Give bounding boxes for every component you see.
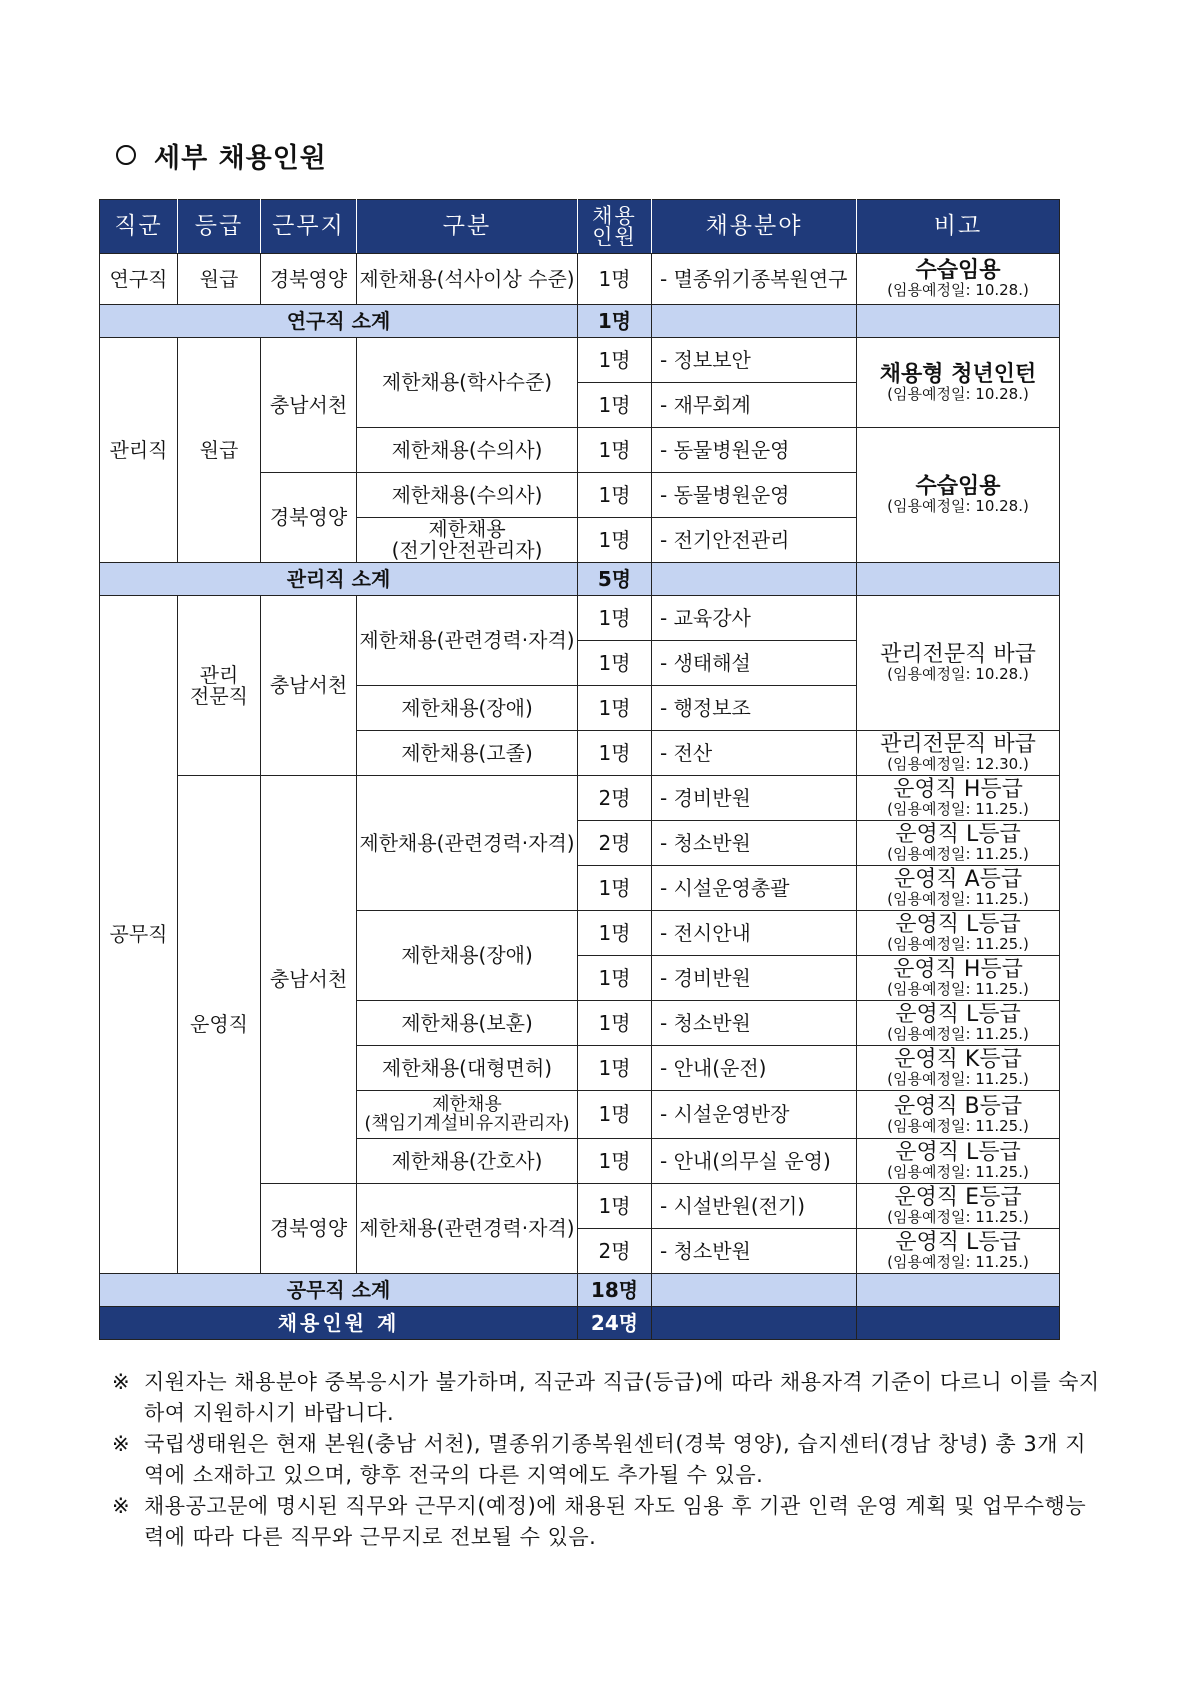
type-line: (책임기계설비유지관리자)	[364, 1112, 570, 1134]
cell-group: 관리직	[100, 338, 178, 563]
subtotal-count: 5명	[578, 563, 652, 596]
note-main: 수습임용	[915, 474, 1001, 500]
table-row	[100, 338, 1060, 383]
cell-note	[857, 1139, 1060, 1184]
cell-count: 2명	[578, 776, 652, 821]
cell-type: 제한채용(보훈)	[357, 1001, 578, 1046]
cell-grade: 원급	[178, 338, 261, 563]
circle-bullet-icon	[116, 145, 136, 165]
cell-field: - 시설운영반장	[652, 1091, 857, 1139]
note-main: 운영직 L등급	[895, 1140, 1021, 1166]
cell-count: 1명	[578, 1184, 652, 1229]
cell-count: 1명	[578, 473, 652, 518]
cell-field: - 동물병원운영	[652, 428, 857, 473]
empty-cell	[857, 1307, 1060, 1340]
cell-type: 제한채용(장애)	[357, 686, 578, 731]
table-header-row	[100, 200, 1060, 254]
cell-note	[857, 1046, 1060, 1091]
cell-field: - 안내(의무실 운영)	[652, 1139, 857, 1184]
cell-location: 경북영양	[261, 254, 357, 305]
cell-field: - 멸종위기종복원연구	[652, 254, 857, 305]
footnote	[112, 1491, 1102, 1553]
note-main: 운영직 L등급	[895, 1002, 1021, 1028]
footnotes	[112, 1367, 1102, 1553]
note-main: 운영직 A등급	[893, 867, 1023, 893]
cell-note	[857, 254, 1060, 305]
cell-note	[857, 776, 1060, 821]
heading-text: 세부 채용인원	[154, 143, 327, 174]
note-sub: (임용예정일: 10.28.)	[887, 384, 1029, 403]
cell-field: - 청소반원	[652, 1001, 857, 1046]
cell-location: 충남서천	[261, 776, 357, 1184]
reference-mark-icon: ※	[112, 1370, 131, 1394]
note-main: 채용형 청년인턴	[879, 361, 1037, 387]
header-count: 채용 인원	[578, 200, 652, 254]
cell-location: 경북영양	[261, 473, 357, 563]
note-main: 관리전문직 바급	[880, 642, 1036, 668]
recruitment-table	[99, 199, 1060, 1340]
cell-field: - 재무회계	[652, 383, 857, 428]
cell-location: 경북영양	[261, 1184, 357, 1274]
note-main: 수습임용	[915, 258, 1001, 284]
cell-type: 제한채용(수의사)	[357, 428, 578, 473]
cell-note	[857, 428, 1060, 563]
cell-note	[857, 596, 1060, 731]
grade-line: 전문직	[190, 683, 248, 708]
cell-field: - 전산	[652, 731, 857, 776]
note-main: 운영직 L등급	[895, 1230, 1021, 1256]
cell-count: 1명	[578, 338, 652, 383]
cell-note	[857, 821, 1060, 866]
footnote	[112, 1367, 1102, 1429]
footnote-text: 국립생태원은 현재 본원(충남 서천), 멸종위기종복원센터(경북 영양), 습지센터(경남 창녕) 총 3개 지역에 소재하고 있으며, 향후 전국의 다른 지역에도 추가될 수 있음.	[144, 1432, 1086, 1487]
empty-cell	[857, 1274, 1060, 1307]
cell-count: 1명	[578, 956, 652, 1001]
cell-type: 제한채용(석사이상 수준)	[357, 254, 578, 305]
empty-cell	[652, 1307, 857, 1340]
cell-note	[857, 956, 1060, 1001]
cell-count: 1명	[578, 1046, 652, 1091]
note-main: 운영직 H등급	[893, 777, 1023, 803]
cell-count: 1명	[578, 596, 652, 641]
cell-note	[857, 866, 1060, 911]
table-row	[100, 596, 1060, 641]
note-main: 관리전문직 바급	[880, 732, 1036, 758]
cell-count: 1명	[578, 686, 652, 731]
cell-type: 제한채용(관련경력·자격)	[357, 596, 578, 686]
note-main: 운영직 H등급	[893, 957, 1023, 983]
note-sub: (임용예정일: 11.25.)	[887, 935, 1029, 954]
cell-type: 제한채용(관련경력·자격)	[357, 1184, 578, 1274]
total-row	[100, 1307, 1060, 1340]
cell-type: 제한채용(대형면허)	[357, 1046, 578, 1091]
note-main: 운영직 K등급	[894, 1047, 1022, 1073]
cell-type	[357, 1091, 578, 1139]
cell-field: - 정보보안	[652, 338, 857, 383]
cell-count: 2명	[578, 821, 652, 866]
total-count: 24명	[578, 1307, 652, 1340]
note-sub: (임용예정일: 10.28.)	[887, 665, 1029, 684]
cell-field: - 생태해설	[652, 641, 857, 686]
total-label: 채용인원 계	[100, 1307, 578, 1340]
cell-field: - 안내(운전)	[652, 1046, 857, 1091]
footnote-text: 지원자는 채용분야 중복응시가 불가하며, 직군과 직급(등급)에 따라 채용자격 기준이 다르니 이를 숙지하여 지원하시기 바랍니다.	[144, 1370, 1100, 1425]
cell-count: 1명	[578, 641, 652, 686]
cell-note	[857, 1091, 1060, 1139]
cell-count: 1명	[578, 254, 652, 305]
empty-cell	[652, 1274, 857, 1307]
cell-type: 제한채용(관련경력·자격)	[357, 776, 578, 911]
cell-field: - 경비반원	[652, 956, 857, 1001]
note-sub: (임용예정일: 11.25.)	[887, 1116, 1029, 1135]
section-heading	[116, 136, 327, 175]
cell-field: - 전기안전관리	[652, 518, 857, 563]
empty-cell	[652, 305, 857, 338]
cell-field: - 경비반원	[652, 776, 857, 821]
subtotal-label: 연구직 소계	[100, 305, 578, 338]
note-sub: (임용예정일: 11.25.)	[887, 845, 1029, 864]
cell-note	[857, 1229, 1060, 1274]
cell-type: 제한채용(장애)	[357, 911, 578, 1001]
cell-type: 제한채용(간호사)	[357, 1139, 578, 1184]
note-sub: (임용예정일: 10.28.)	[887, 497, 1029, 516]
header-field: 채용분야	[652, 200, 857, 254]
cell-count: 1명	[578, 1091, 652, 1139]
cell-count: 1명	[578, 518, 652, 563]
note-main: 운영직 B등급	[893, 1093, 1023, 1119]
note-sub: (임용예정일: 11.25.)	[887, 1253, 1029, 1272]
subtotal-label: 관리직 소계	[100, 563, 578, 596]
cell-count: 1명	[578, 911, 652, 956]
reference-mark-icon: ※	[112, 1432, 131, 1456]
table-row	[100, 254, 1060, 305]
grade-line: 관리	[199, 662, 239, 687]
subtotal-row	[100, 1274, 1060, 1307]
cell-field: - 시설운영총괄	[652, 866, 857, 911]
cell-type: 제한채용(고졸)	[357, 731, 578, 776]
subtotal-row	[100, 305, 1060, 338]
note-sub: (임용예정일: 11.25.)	[887, 980, 1029, 999]
note-sub: (임용예정일: 11.25.)	[887, 1025, 1029, 1044]
cell-type: 제한채용(수의사)	[357, 473, 578, 518]
type-line: 제한채용	[432, 1093, 502, 1115]
cell-field: - 교육강사	[652, 596, 857, 641]
cell-count: 1명	[578, 731, 652, 776]
cell-field: - 시설반원(전기)	[652, 1184, 857, 1229]
cell-count: 1명	[578, 866, 652, 911]
cell-group: 연구직	[100, 254, 178, 305]
cell-type: 제한채용(학사수준)	[357, 338, 578, 428]
note-main: 운영직 L등급	[895, 912, 1021, 938]
cell-count: 1명	[578, 1001, 652, 1046]
note-sub: (임용예정일: 11.25.)	[887, 800, 1029, 819]
cell-field: - 행정보조	[652, 686, 857, 731]
cell-count: 1명	[578, 383, 652, 428]
header-note: 비고	[857, 200, 1060, 254]
cell-grade	[178, 596, 261, 776]
cell-grade: 운영직	[178, 776, 261, 1274]
note-sub: (임용예정일: 11.25.)	[887, 1208, 1029, 1227]
cell-grade: 원급	[178, 254, 261, 305]
header-location: 근무지	[261, 200, 357, 254]
cell-count: 2명	[578, 1229, 652, 1274]
subtotal-count: 18명	[578, 1274, 652, 1307]
note-main: 운영직 L등급	[895, 822, 1021, 848]
subtotal-label: 공무직 소계	[100, 1274, 578, 1307]
cell-group: 공무직	[100, 596, 178, 1274]
cell-field: - 청소반원	[652, 821, 857, 866]
cell-note	[857, 338, 1060, 428]
header-group: 직군	[100, 200, 178, 254]
cell-location: 충남서천	[261, 338, 357, 473]
cell-note	[857, 731, 1060, 776]
empty-cell	[652, 563, 857, 596]
footnote-text: 채용공고문에 명시된 직무와 근무지(예정)에 채용된 자도 임용 후 기관 인력 운영 계획 및 업무수행능력에 따라 다른 직무와 근무지로 전보될 수 있음.	[144, 1494, 1087, 1549]
cell-note	[857, 1001, 1060, 1046]
cell-field: - 전시안내	[652, 911, 857, 956]
cell-field: - 동물병원운영	[652, 473, 857, 518]
cell-location: 충남서천	[261, 596, 357, 776]
note-main: 운영직 E등급	[894, 1185, 1022, 1211]
footnote	[112, 1429, 1102, 1491]
cell-field: - 청소반원	[652, 1229, 857, 1274]
reference-mark-icon: ※	[112, 1494, 131, 1518]
note-sub: (임용예정일: 11.25.)	[887, 1070, 1029, 1089]
type-line: (전기안전관리자)	[391, 538, 543, 562]
cell-note	[857, 911, 1060, 956]
header-type: 구분	[357, 200, 578, 254]
note-sub: (임용예정일: 12.30.)	[887, 755, 1029, 774]
note-sub: (임용예정일: 11.25.)	[887, 890, 1029, 909]
cell-type	[357, 518, 578, 563]
subtotal-count: 1명	[578, 305, 652, 338]
cell-count: 1명	[578, 1139, 652, 1184]
subtotal-row	[100, 563, 1060, 596]
type-line: 제한채용	[428, 517, 506, 541]
empty-cell	[857, 563, 1060, 596]
note-sub: (임용예정일: 10.28.)	[887, 281, 1029, 300]
empty-cell	[857, 305, 1060, 338]
table-row	[100, 776, 1060, 821]
note-sub: (임용예정일: 11.25.)	[887, 1163, 1029, 1182]
cell-note	[857, 1184, 1060, 1229]
header-grade: 등급	[178, 200, 261, 254]
cell-count: 1명	[578, 428, 652, 473]
